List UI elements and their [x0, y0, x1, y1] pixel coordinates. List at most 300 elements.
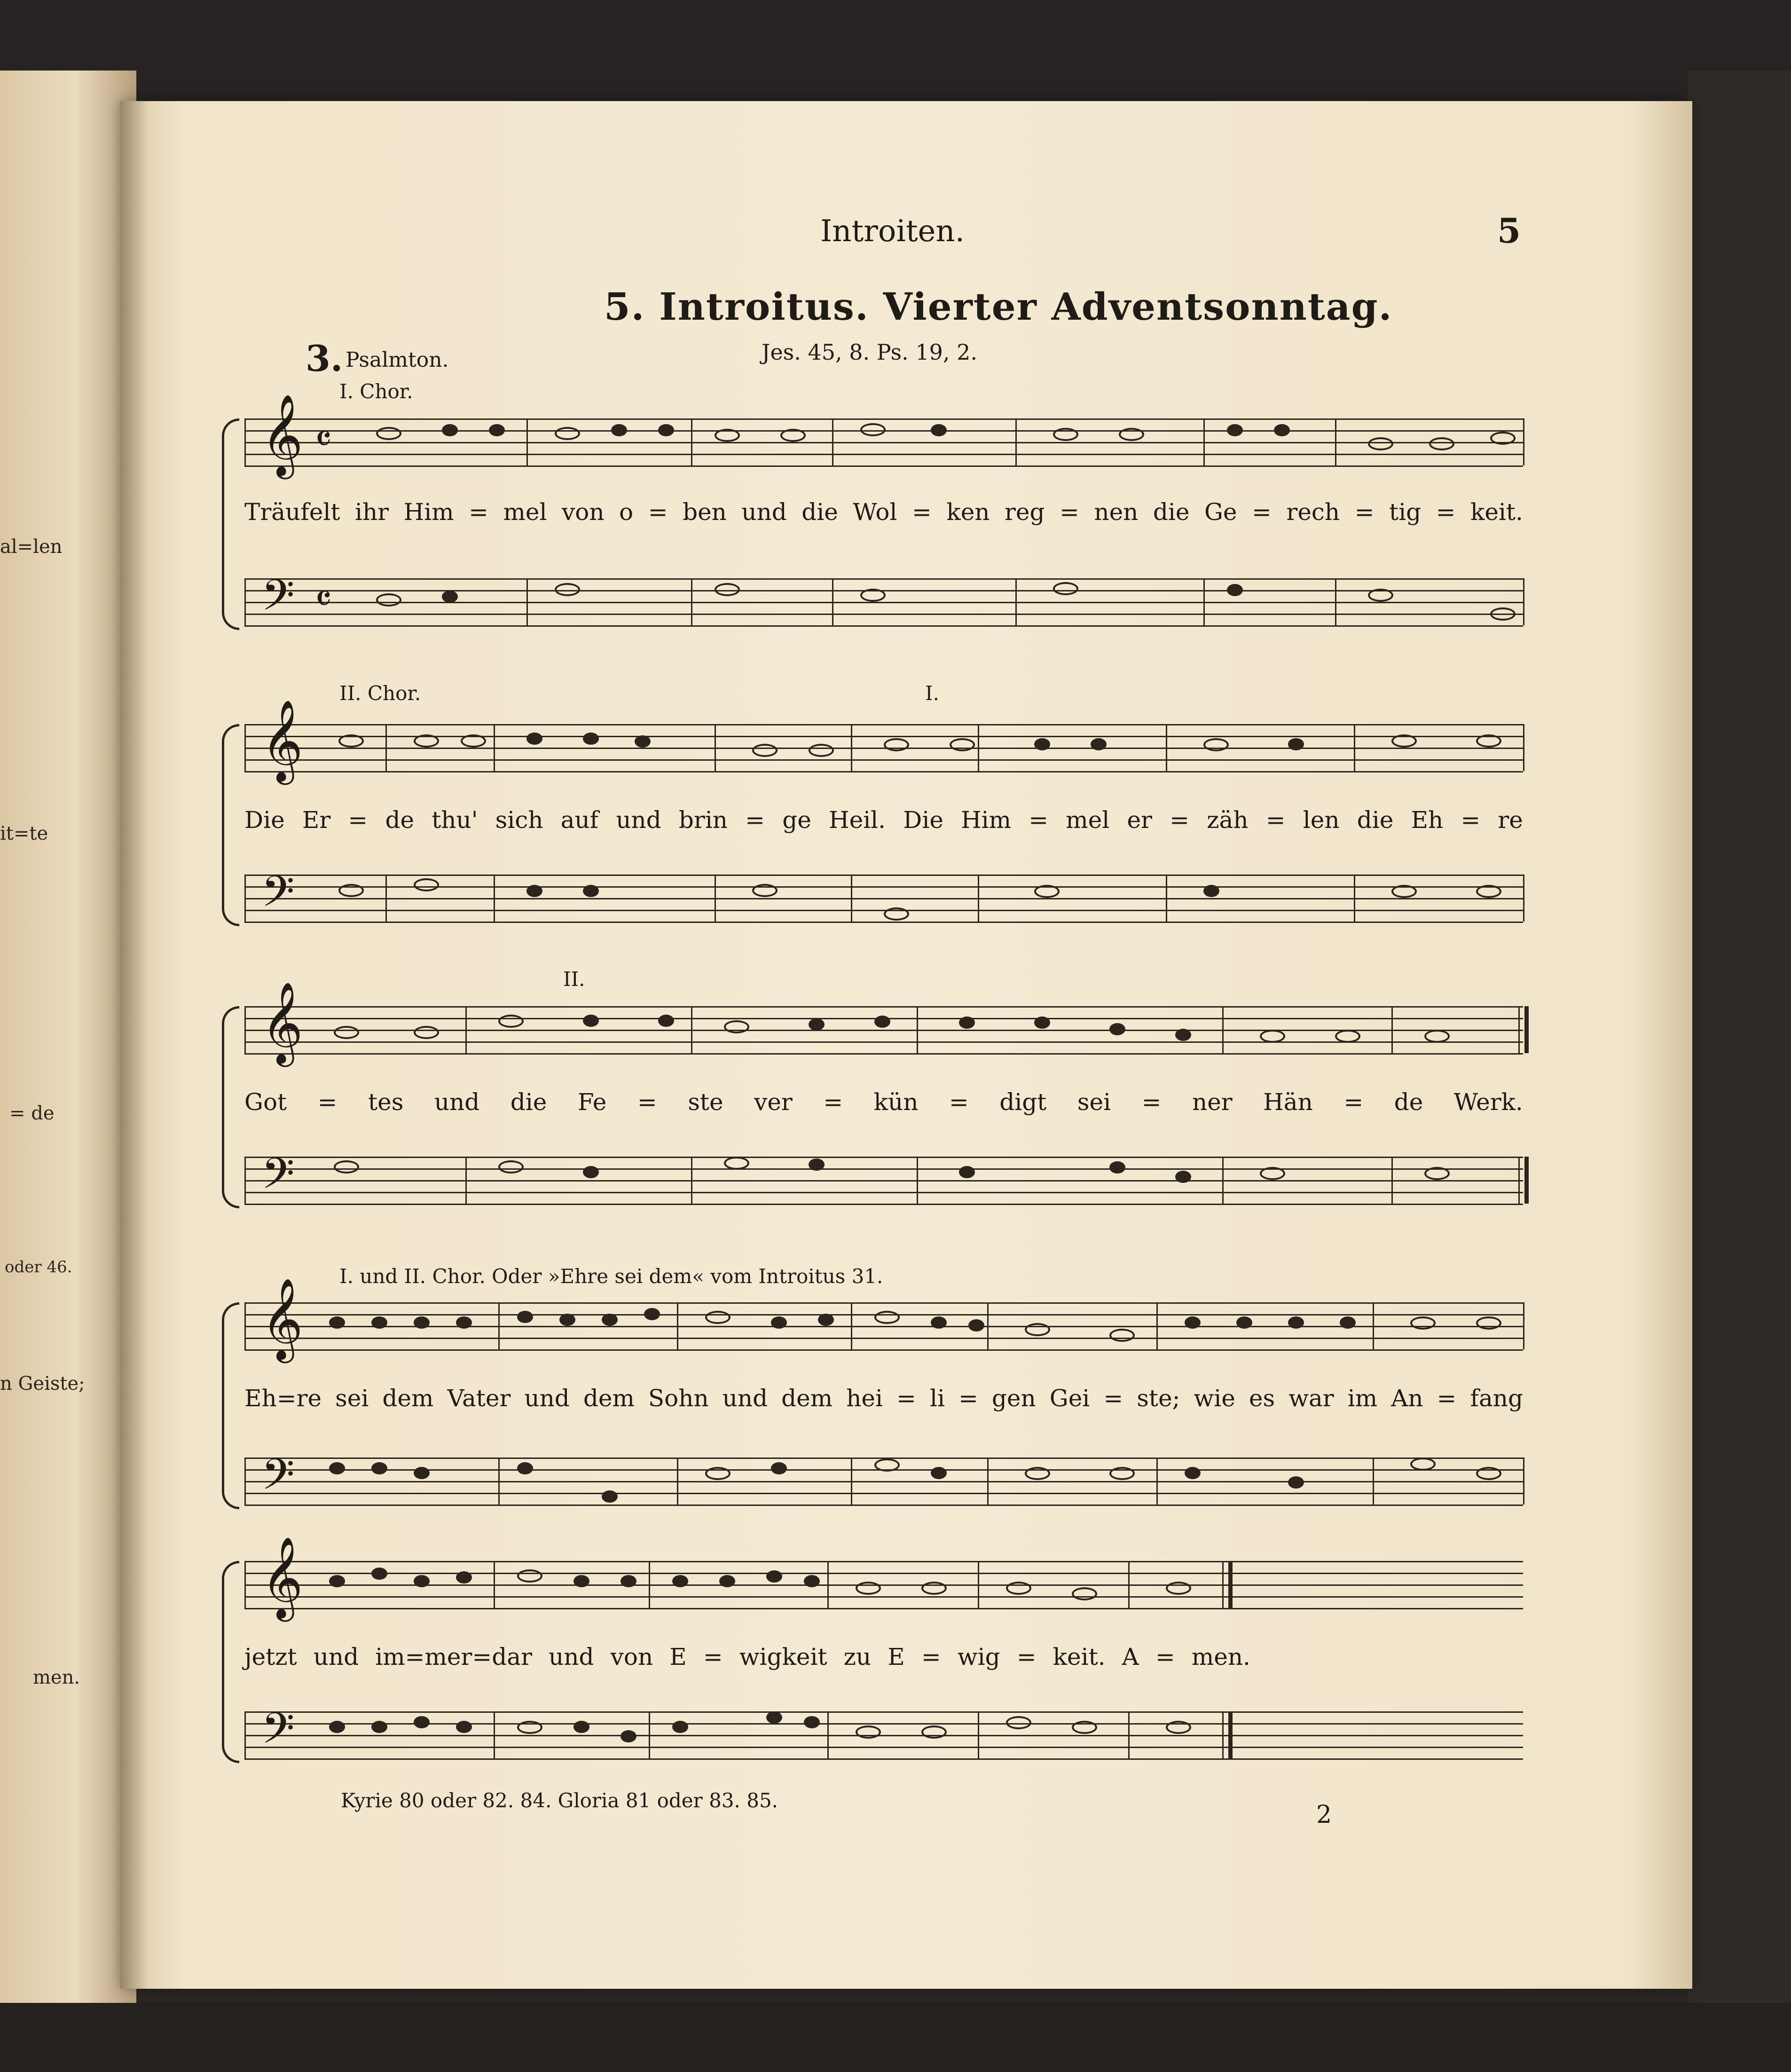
note-icon	[1175, 1029, 1191, 1041]
note-icon	[856, 1725, 881, 1739]
lyric-line	[244, 806, 1523, 834]
note-icon	[931, 1467, 947, 1479]
note-icon	[1260, 1167, 1285, 1180]
note-icon	[1288, 1316, 1304, 1329]
lyric-syllable: =	[1343, 1088, 1364, 1116]
bass-staff	[244, 1149, 1523, 1209]
lyric-syllable: =	[1265, 806, 1286, 834]
note-icon	[414, 1467, 430, 1479]
note-icon	[968, 1319, 984, 1331]
lyric-line	[244, 1385, 1523, 1412]
lyric-syllable: ben	[683, 498, 727, 526]
lyric-syllable: Die	[244, 806, 285, 834]
note-icon	[517, 1721, 542, 1734]
lyric-syllable: und	[549, 1643, 594, 1670]
treble-staff	[244, 394, 1523, 476]
note-icon	[498, 1160, 524, 1174]
lyric-syllable: =	[469, 498, 488, 526]
lyric-syllable: =	[348, 806, 368, 834]
note-icon	[498, 1015, 524, 1028]
note-icon	[1006, 1582, 1031, 1595]
note-icon	[329, 1316, 345, 1329]
lyric-syllable: war	[1288, 1385, 1334, 1412]
tone-label: Psalmton.	[346, 348, 449, 372]
choir-label: II. Chor.	[339, 682, 421, 705]
note-icon	[602, 1490, 618, 1503]
bass-clef-icon: 𝄢	[261, 1703, 295, 1764]
lyric-syllable: =	[958, 1385, 978, 1412]
note-icon	[818, 1314, 834, 1326]
bass-staff	[244, 570, 1523, 630]
lyric-syllable: und	[741, 498, 787, 526]
note-icon	[1227, 584, 1243, 596]
note-icon	[517, 1569, 542, 1583]
note-icon	[376, 593, 401, 607]
note-icon	[1490, 607, 1516, 621]
note-icon	[931, 1316, 947, 1329]
bass-clef-icon: 𝄢	[261, 1149, 295, 1209]
note-icon	[1109, 1329, 1135, 1342]
choir-label: I. und II. Chor. Oder »Ehre sei dem« vom Introitus 31.	[339, 1265, 883, 1288]
note-icon	[1476, 885, 1501, 898]
note-icon	[329, 1462, 345, 1474]
note-icon	[517, 1311, 533, 1323]
note-icon	[573, 1575, 589, 1587]
note-icon	[573, 1721, 589, 1733]
lyric-syllable: im	[1347, 1385, 1378, 1412]
note-icon	[517, 1462, 533, 1474]
note-icon	[338, 884, 364, 897]
lyric-syllable: Heil.	[829, 806, 886, 834]
note-icon	[621, 1730, 636, 1742]
lyric-syllable: zäh	[1207, 806, 1249, 834]
choir-label: I.	[925, 682, 939, 705]
note-icon	[1109, 1467, 1135, 1480]
lyric-syllable: Him	[961, 806, 1012, 834]
note-icon	[1072, 1721, 1097, 1734]
lyric-syllable: =	[745, 806, 765, 834]
lyric-syllable: die	[510, 1088, 547, 1116]
note-icon	[1288, 1476, 1304, 1489]
lyric-syllable: Träufelt	[244, 498, 340, 526]
lyric-syllable: reg	[1004, 498, 1045, 526]
note-icon	[1175, 1171, 1191, 1183]
lyric-syllable: und	[616, 806, 661, 834]
note-icon	[860, 423, 886, 436]
note-icon	[874, 1016, 890, 1028]
note-icon	[602, 1314, 618, 1326]
note-icon	[959, 1166, 975, 1178]
lyric-syllable: =	[1354, 498, 1375, 526]
note-icon	[752, 884, 778, 897]
lyric-syllable: =	[1436, 498, 1456, 526]
lyric-syllable: tig	[1389, 498, 1422, 526]
lyric-syllable: de	[385, 806, 415, 834]
system-brace	[222, 724, 239, 926]
note-icon	[931, 424, 947, 436]
lyric-syllable: ste	[688, 1088, 723, 1116]
choir-label: II.	[563, 968, 585, 991]
lyric-line	[244, 1088, 1523, 1116]
lyric-syllable: und	[434, 1088, 480, 1116]
lyric-syllable: =	[1029, 806, 1049, 834]
lyric-syllable: er	[1127, 806, 1152, 834]
lyric-syllable: die	[1153, 498, 1190, 526]
note-icon	[371, 1462, 387, 1474]
note-icon	[376, 427, 401, 440]
note-icon	[371, 1316, 387, 1329]
running-title: Introiten.	[820, 214, 965, 249]
book-cover-right	[1688, 71, 1791, 2072]
note-icon	[371, 1721, 387, 1733]
note-icon	[334, 1160, 359, 1174]
lyric-syllable: und	[524, 1385, 570, 1412]
lyric-syllable: de	[1394, 1088, 1423, 1116]
note-icon	[583, 1166, 599, 1178]
bass-staff	[244, 1450, 1523, 1510]
note-icon	[1185, 1467, 1201, 1479]
note-icon	[1025, 1467, 1050, 1480]
lyric-syllable: Hän	[1263, 1088, 1313, 1116]
left-fragment: men.	[33, 1667, 80, 1688]
lyric-syllable: zu	[843, 1643, 872, 1670]
lyric-syllable: =	[1141, 1088, 1162, 1116]
note-icon	[1166, 1721, 1191, 1734]
lyric-syllable: thu'	[432, 806, 478, 834]
note-icon	[1490, 432, 1516, 445]
note-icon	[1034, 885, 1060, 898]
note-icon	[1072, 1587, 1097, 1600]
note-icon	[658, 424, 674, 436]
lyric-syllable: =	[921, 1643, 941, 1670]
note-icon	[555, 427, 580, 440]
treble-staff	[244, 982, 1523, 1064]
left-fragment: n Geiste;	[0, 1373, 85, 1394]
note-icon	[860, 589, 886, 602]
left-page	[0, 71, 136, 2003]
lyric-syllable: =	[1016, 1643, 1037, 1670]
note-icon	[414, 1026, 439, 1039]
note-icon	[771, 1462, 787, 1474]
note-icon	[874, 1311, 900, 1324]
note-icon	[329, 1721, 345, 1733]
lyric-syllable: Vater	[447, 1385, 511, 1412]
note-icon	[644, 1308, 660, 1320]
note-icon	[1185, 1316, 1201, 1329]
note-icon	[414, 1716, 430, 1728]
lyric-syllable: ner	[1192, 1088, 1233, 1116]
note-icon	[611, 424, 627, 436]
lyric-syllable: li	[929, 1385, 945, 1412]
signature-mark: 2	[1316, 1801, 1332, 1829]
note-icon	[1034, 1016, 1050, 1029]
lyric-syllable: Eh=re	[244, 1385, 322, 1412]
treble-clef-icon: 𝄞	[261, 1278, 303, 1360]
note-icon	[780, 429, 806, 442]
note-icon	[884, 907, 909, 921]
lyric-syllable: ge	[782, 806, 811, 834]
note-icon	[1260, 1030, 1285, 1043]
note-icon	[489, 424, 505, 436]
lyric-syllable: von	[610, 1643, 653, 1670]
note-icon	[1368, 437, 1393, 450]
note-icon	[1368, 589, 1393, 602]
lyric-syllable: =	[896, 1385, 916, 1412]
note-icon	[809, 1018, 825, 1031]
note-icon	[371, 1568, 387, 1580]
note-icon	[526, 885, 542, 897]
bass-clef-icon: 𝄢	[261, 867, 295, 927]
lyric-syllable: im=mer=dar	[375, 1643, 533, 1670]
note-icon	[874, 1458, 900, 1472]
lyric-syllable: Werk.	[1453, 1088, 1523, 1116]
lyric-syllable: kün	[873, 1088, 919, 1116]
note-icon	[461, 734, 486, 748]
note-icon	[526, 733, 542, 745]
treble-staff	[244, 700, 1523, 781]
lyric-syllable: ken	[946, 498, 990, 526]
note-icon	[1424, 1167, 1450, 1180]
treble-clef-icon: 𝄞	[261, 982, 303, 1064]
note-icon	[1203, 885, 1219, 897]
note-icon	[1053, 582, 1078, 595]
bass-staff	[244, 1703, 1523, 1764]
note-icon	[658, 1015, 674, 1027]
note-icon	[884, 738, 909, 751]
note-icon	[583, 733, 599, 745]
lyric-syllable: von	[561, 498, 605, 526]
lyric-syllable: und	[722, 1385, 768, 1412]
lyric-syllable: sich	[495, 806, 543, 834]
note-icon	[414, 1316, 430, 1329]
note-icon	[414, 878, 439, 891]
lyric-syllable: rech	[1286, 498, 1340, 526]
note-icon	[1109, 1023, 1125, 1035]
lyric-syllable: die	[801, 498, 838, 526]
note-icon	[1227, 424, 1243, 436]
treble-staff	[244, 1278, 1523, 1360]
note-icon	[456, 1571, 472, 1584]
lyric-syllable: wie	[1194, 1385, 1235, 1412]
lyric-syllable: =	[911, 498, 932, 526]
lyric-syllable: A	[1122, 1643, 1139, 1670]
lyric-syllable: mel	[1066, 806, 1110, 834]
treble-clef-icon: 𝄞	[261, 394, 303, 476]
lyric-syllable: o	[619, 498, 634, 526]
lyric-syllable: und	[313, 1643, 359, 1670]
lyric-syllable: =	[949, 1088, 969, 1116]
lyric-syllable: Got	[244, 1088, 287, 1116]
note-icon	[583, 1015, 599, 1027]
lyric-syllable: keit.	[1470, 498, 1523, 526]
note-icon	[1424, 1030, 1450, 1043]
note-icon	[1335, 1030, 1360, 1043]
note-icon	[583, 885, 599, 897]
note-icon	[809, 1158, 825, 1171]
page-gutter	[120, 101, 148, 1989]
liturgy-references: Kyrie 80 oder 82. 84. Gloria 81 oder 83. 85.	[341, 1789, 778, 1812]
lyric-syllable: =	[1170, 806, 1190, 834]
note-icon	[705, 1467, 731, 1480]
note-icon	[334, 1026, 359, 1039]
left-fragment: al=len	[0, 536, 63, 558]
note-icon	[672, 1721, 688, 1733]
note-icon	[752, 744, 778, 757]
lyric-syllable: men.	[1191, 1643, 1250, 1670]
hymn-heading: 5. Introitus. Vierter Adventsonntag.	[604, 284, 1393, 329]
note-icon	[715, 429, 740, 442]
page-number: 5	[1497, 211, 1521, 251]
lyric-syllable: fang	[1470, 1385, 1523, 1412]
note-icon	[1410, 1457, 1436, 1471]
note-icon	[950, 738, 975, 751]
lyric-syllable: jetzt	[244, 1643, 297, 1670]
lyric-syllable: dem	[781, 1385, 833, 1412]
lyric-syllable: =	[703, 1643, 723, 1670]
lyric-syllable: wig	[957, 1643, 1000, 1670]
lyric-syllable: Ge	[1204, 498, 1237, 526]
note-icon	[1053, 428, 1078, 441]
lyric-syllable: Die	[903, 806, 943, 834]
note-icon	[766, 1570, 782, 1583]
note-icon	[1391, 885, 1417, 898]
lyric-syllable: ihr	[354, 498, 389, 526]
note-icon	[1006, 1716, 1031, 1729]
note-icon	[715, 583, 740, 596]
common-time-icon: 𝄴	[315, 577, 332, 621]
lyric-syllable: ver	[754, 1088, 793, 1116]
lyric-syllable: brin	[678, 806, 728, 834]
lyric-syllable: =	[1461, 806, 1481, 834]
note-icon	[672, 1575, 688, 1587]
note-icon	[456, 1316, 472, 1329]
lyric-syllable: Eh	[1411, 806, 1444, 834]
lyric-syllable: hei	[846, 1385, 883, 1412]
note-icon	[724, 1020, 749, 1033]
note-icon	[1274, 424, 1290, 436]
note-icon	[1166, 1582, 1191, 1595]
common-time-icon: 𝄴	[315, 417, 332, 461]
lyric-syllable: =	[1103, 1385, 1123, 1412]
bass-clef-icon: 𝄢	[261, 570, 295, 630]
lyric-syllable: =	[1437, 1385, 1457, 1412]
note-icon	[414, 1575, 430, 1587]
left-fragment: = de	[9, 1103, 55, 1124]
lyric-syllable: Him	[403, 498, 454, 526]
note-icon	[1476, 1316, 1501, 1330]
lyric-syllable: Gei	[1049, 1385, 1090, 1412]
note-icon	[442, 591, 458, 603]
lyric-syllable: =	[1252, 498, 1272, 526]
note-icon	[456, 1721, 472, 1733]
lyric-syllable: Sohn	[648, 1385, 709, 1412]
note-icon	[1034, 738, 1050, 750]
lyric-syllable: dem	[382, 1385, 434, 1412]
lyric-syllable: dem	[583, 1385, 635, 1412]
note-icon	[856, 1582, 881, 1595]
lyric-syllable: =	[637, 1088, 657, 1116]
note-icon	[809, 744, 834, 757]
note-icon	[719, 1575, 735, 1587]
note-icon	[1476, 734, 1501, 748]
scripture-reference: Jes. 45, 8. Ps. 19, 2.	[762, 339, 978, 365]
lyric-line	[244, 498, 1523, 526]
treble-clef-icon: 𝄞	[261, 1536, 303, 1618]
lyric-syllable: sei	[1077, 1088, 1111, 1116]
note-icon	[804, 1575, 820, 1587]
lyric-syllable: len	[1303, 806, 1340, 834]
lyric-syllable: =	[1059, 498, 1079, 526]
system-brace	[222, 1302, 239, 1509]
note-icon	[621, 1575, 636, 1587]
lyric-syllable: re	[1498, 806, 1523, 834]
left-fragment: oder 46.	[5, 1258, 72, 1276]
lyric-syllable: =	[1155, 1643, 1175, 1670]
note-icon	[1203, 738, 1229, 751]
treble-staff	[244, 1536, 1523, 1618]
note-icon	[724, 1157, 749, 1170]
lyric-syllable: digt	[999, 1088, 1047, 1116]
note-icon	[1476, 1467, 1501, 1480]
note-icon	[555, 583, 580, 596]
lyric-syllable: E	[888, 1643, 905, 1670]
note-icon	[1288, 738, 1304, 750]
note-icon	[1109, 1161, 1125, 1174]
note-icon	[1391, 734, 1417, 748]
lyric-syllable: =	[648, 498, 668, 526]
system-brace	[222, 1561, 239, 1763]
note-icon	[766, 1711, 782, 1724]
book-cover-top	[0, 0, 1791, 108]
system-brace	[222, 1006, 239, 1208]
note-icon	[559, 1314, 575, 1326]
lyric-syllable: Er	[302, 806, 331, 834]
note-icon	[921, 1582, 947, 1595]
note-icon	[1410, 1316, 1436, 1330]
note-icon	[1025, 1323, 1050, 1336]
note-icon	[338, 734, 364, 748]
note-icon	[959, 1016, 975, 1029]
note-icon	[771, 1316, 787, 1329]
lyric-line	[244, 1643, 1250, 1670]
lyric-syllable: keit.	[1053, 1643, 1106, 1670]
lyric-syllable: sei	[335, 1385, 369, 1412]
lyric-syllable: mel	[503, 498, 547, 526]
lyric-syllable: gen	[991, 1385, 1036, 1412]
treble-clef-icon: 𝄞	[261, 700, 303, 781]
note-icon	[329, 1575, 345, 1587]
bass-staff	[244, 867, 1523, 927]
lyric-syllable: es	[1249, 1385, 1275, 1412]
lyric-syllable: An	[1391, 1385, 1423, 1412]
lyric-syllable: =	[823, 1088, 843, 1116]
lyric-syllable: E	[669, 1643, 687, 1670]
lyric-syllable: Wol	[853, 498, 897, 526]
lyric-syllable: wigkeit	[739, 1643, 827, 1670]
lyric-syllable: tes	[368, 1088, 404, 1116]
note-icon	[442, 424, 458, 436]
left-fragment: it=te	[0, 823, 48, 844]
lyric-syllable: die	[1357, 806, 1394, 834]
note-icon	[705, 1311, 731, 1324]
lyric-syllable: auf	[560, 806, 599, 834]
note-icon	[1340, 1316, 1356, 1329]
book-cover-bottom	[0, 2003, 1791, 2072]
tone-number: 3.	[306, 338, 343, 379]
note-icon	[921, 1725, 947, 1739]
lyric-syllable: =	[317, 1088, 338, 1116]
note-icon	[414, 734, 439, 748]
